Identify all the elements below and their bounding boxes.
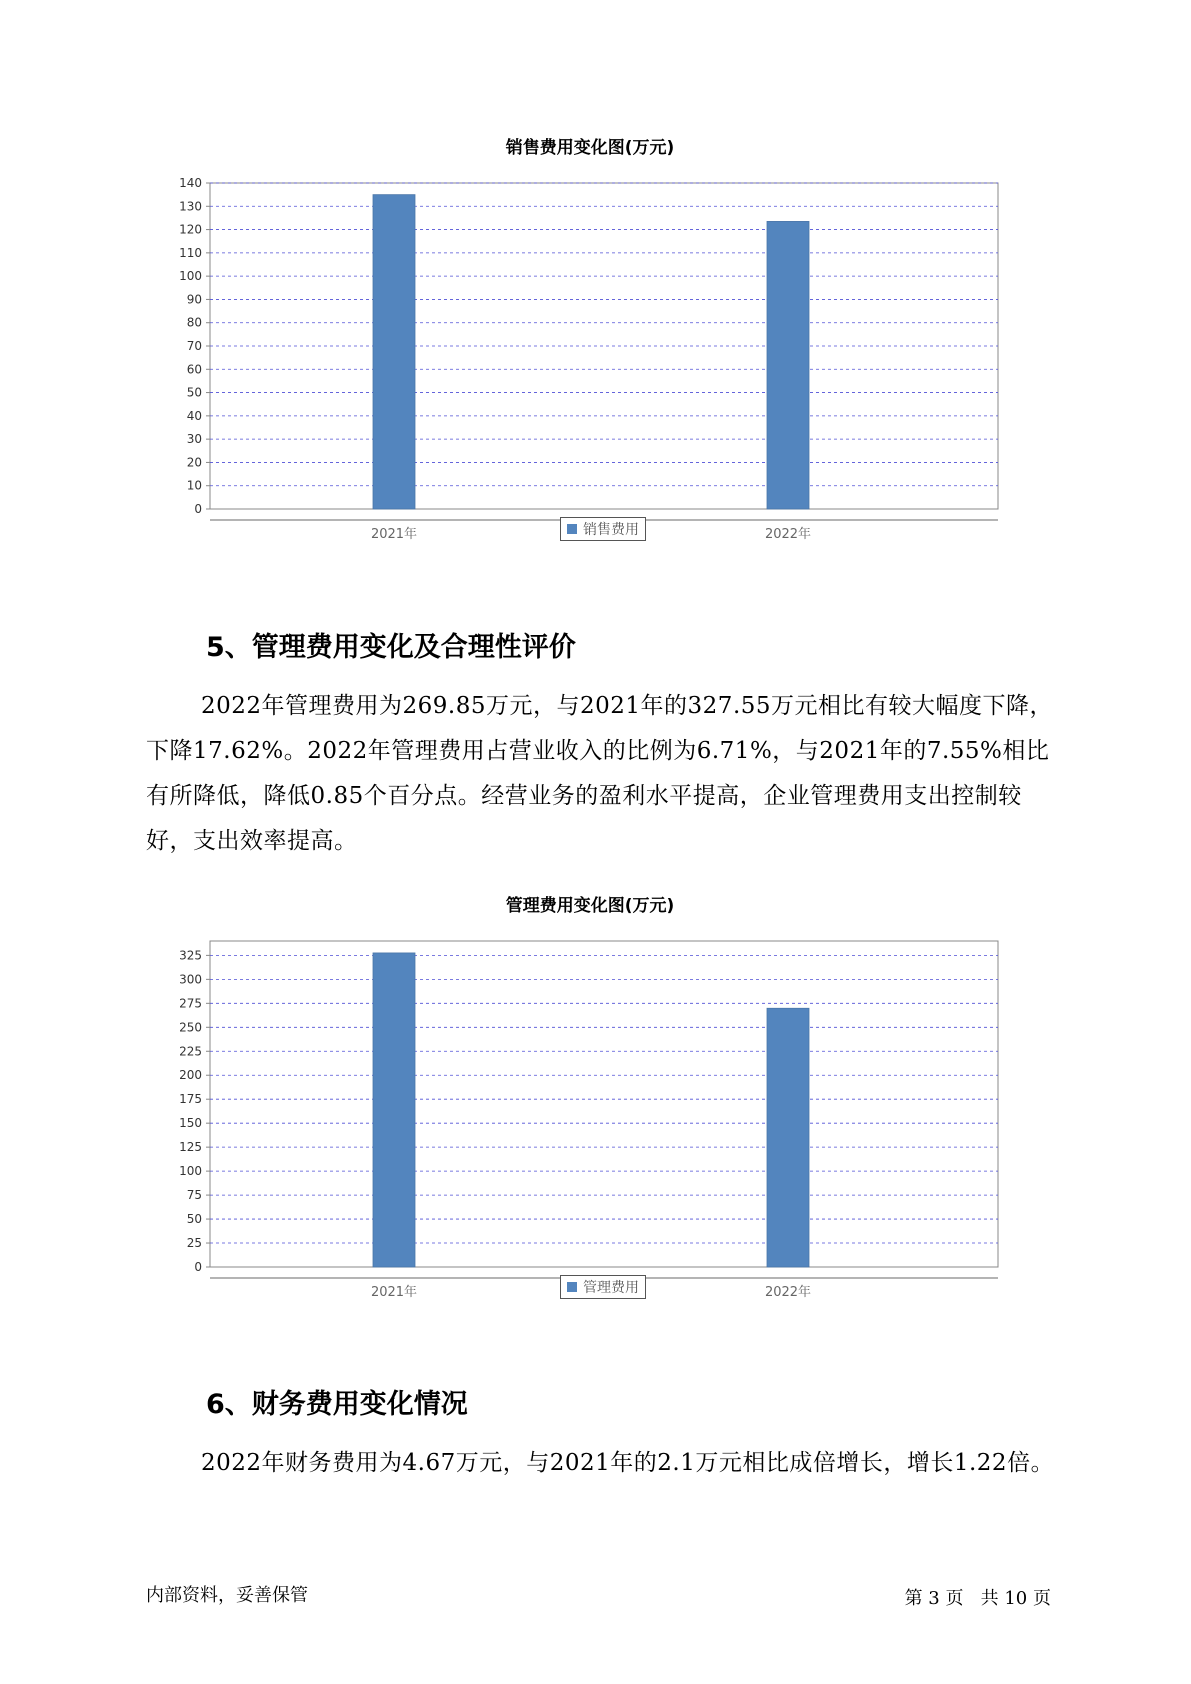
plot-area xyxy=(210,183,998,509)
x-tick-label: 2021年 xyxy=(370,1285,418,1300)
y-tick-label: 0 xyxy=(194,1260,202,1274)
y-tick-label: 120 xyxy=(179,222,202,237)
x-tick-label: 2021年 xyxy=(370,527,418,542)
bar xyxy=(373,953,415,1267)
y-tick-label: 50 xyxy=(186,1212,202,1227)
legend-label: 销售费用 xyxy=(583,522,639,538)
y-tick-label: 225 xyxy=(179,1044,202,1059)
y-tick-label: 130 xyxy=(179,199,202,214)
section-heading-management: 5、管理费用变化及合理性评价 xyxy=(206,632,576,663)
y-tick-label: 25 xyxy=(186,1236,202,1251)
plot-area xyxy=(210,941,998,1267)
y-tick-label: 40 xyxy=(186,408,202,423)
footer-page-number: 第 3 页 共 10 页 xyxy=(904,1588,1051,1609)
legend-swatch xyxy=(567,1282,577,1292)
bar xyxy=(767,221,809,509)
legend-swatch xyxy=(567,524,577,534)
y-tick-label: 10 xyxy=(186,478,202,493)
x-tick-label: 2022年 xyxy=(764,527,812,542)
y-tick-label: 30 xyxy=(186,432,202,447)
y-tick-label: 100 xyxy=(179,269,202,284)
paragraph-management: 2022年管理费用为269.85万元，与2021年的327.55万元相比有较大幅度下降，下降17.62%。2022年管理费用占营业收入的比例为6.71%，与2021年的7.55%相比有所降低，降低0.85个百分点。经营业务的盈利水平提高，企业管理费用支出控制较好，支出效率提高。 xyxy=(146,693,1054,854)
chart-legend xyxy=(560,1275,646,1299)
y-tick-label: 175 xyxy=(179,1092,202,1107)
paragraph-finance: 2022年财务费用为4.67万元，与2021年的2.1万元相比成倍增长，增长1.22倍。 xyxy=(201,1450,1055,1476)
y-tick-label: 100 xyxy=(179,1164,202,1179)
bar xyxy=(373,195,415,509)
x-tick-label: 2022年 xyxy=(764,1285,812,1300)
y-tick-label: 90 xyxy=(186,292,202,307)
bar xyxy=(767,1008,809,1267)
y-tick-label: 150 xyxy=(179,1116,202,1131)
y-tick-label: 300 xyxy=(179,972,202,987)
y-tick-label: 60 xyxy=(186,362,202,377)
chart-title: 管理费用变化图(万元) xyxy=(505,896,675,916)
y-tick-label: 75 xyxy=(186,1188,202,1203)
y-tick-label: 110 xyxy=(179,245,202,260)
y-tick-label: 20 xyxy=(186,455,202,470)
y-tick-label: 50 xyxy=(186,385,202,400)
y-tick-label: 250 xyxy=(179,1020,202,1035)
legend-label: 管理费用 xyxy=(583,1280,639,1296)
y-tick-label: 275 xyxy=(179,996,202,1011)
y-tick-label: 70 xyxy=(186,339,202,353)
y-tick-label: 80 xyxy=(186,315,202,330)
y-tick-label: 200 xyxy=(179,1068,202,1083)
chart-sales-expense xyxy=(150,133,1030,593)
y-tick-label: 325 xyxy=(179,948,202,963)
y-tick-label: 140 xyxy=(179,176,202,190)
section-heading-finance: 6、财务费用变化情况 xyxy=(206,1389,468,1420)
chart-legend xyxy=(560,517,646,541)
y-tick-label: 0 xyxy=(194,502,202,516)
chart-management-expense xyxy=(150,891,1030,1351)
y-tick-label: 125 xyxy=(179,1140,202,1155)
chart-title: 销售费用变化图(万元) xyxy=(505,138,675,158)
footer-confidential: 内部资料，妥善保管 xyxy=(146,1585,308,1606)
